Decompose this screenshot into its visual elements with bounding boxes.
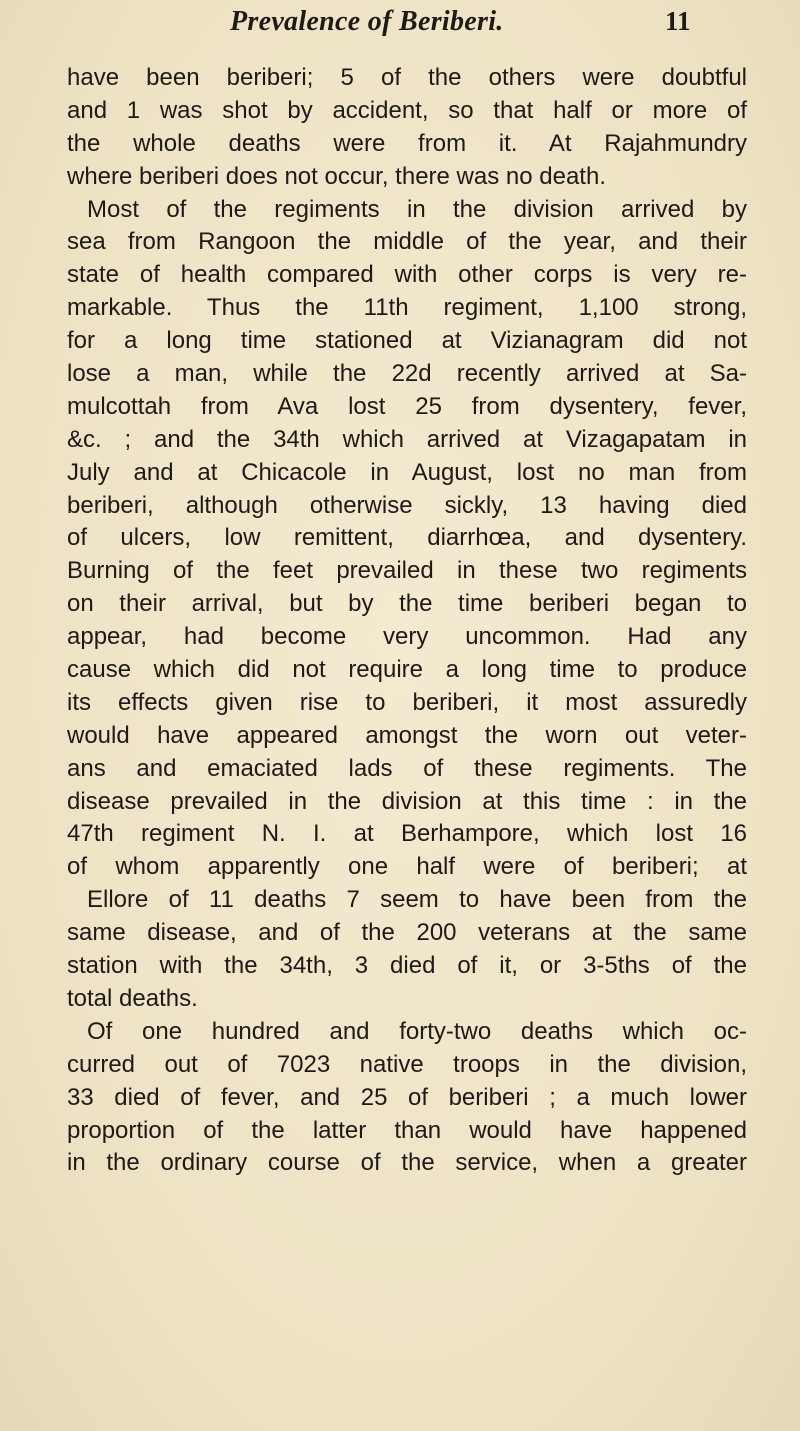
body-text bbox=[67, 62, 747, 1180]
text-line: have been beriberi; 5 of the others were doubtful bbox=[67, 64, 747, 91]
text-line: same disease, and of the 200 veterans at the same bbox=[67, 919, 747, 947]
text-line: mulcottah from Ava lost 25 from dysentery, fever, bbox=[67, 392, 747, 420]
text-line: in the ordinary course of the service, when a greater bbox=[67, 1149, 747, 1177]
text-line: 33 died of fever, and 25 of beriberi ; a much lower bbox=[67, 1083, 747, 1111]
text-line: disease prevailed in the division at this time : in the bbox=[67, 787, 747, 815]
text-line: sea from Rangoon the middle of the year, and their bbox=[67, 228, 747, 256]
text-line: beriberi, although otherwise sickly, 13 having died bbox=[67, 491, 747, 519]
text-line: curred out of 7023 native troops in the division, bbox=[67, 1050, 747, 1078]
text-line: ans and emaciated lads of these regiments. The bbox=[67, 754, 747, 782]
text-line: markable. Thus the 11th regiment, 1,100 strong, bbox=[67, 294, 747, 322]
text-line: 47th regiment N. I. at Berhampore, which lost 16 bbox=[67, 820, 747, 848]
text-line: and 1 was shot by accident, so that half or more of bbox=[67, 96, 747, 124]
running-head bbox=[0, 6, 800, 46]
text-line: lose a man, while the 22d recently arrived at Sa- bbox=[67, 360, 747, 388]
text-line: &c. ; and the 34th which arrived at Vizagapatam in bbox=[67, 425, 747, 453]
text-line: where beriberi does not occur, there was no death. bbox=[67, 162, 606, 190]
text-line: total deaths. bbox=[67, 984, 198, 1012]
text-line: station with the 34th, 3 died of it, or 3-5ths of the bbox=[67, 952, 747, 980]
text-line: on their arrival, but by the time beriberi began to bbox=[67, 590, 747, 618]
text-line: the whole deaths were from it. At Rajahmundry bbox=[67, 129, 747, 157]
text-line: proportion of the latter than would have happened bbox=[67, 1116, 747, 1144]
text-line: Most of the regiments in the division arrived by bbox=[87, 195, 747, 223]
text-line: Ellore of 11 deaths 7 seem to have been from the bbox=[87, 886, 747, 914]
text-line: state of health compared with other corps is very re- bbox=[67, 261, 747, 289]
text-line: of ulcers, low remittent, diarrhœa, and dysentery. bbox=[67, 524, 747, 552]
text-line: its effects given rise to beriberi, it most assuredly bbox=[67, 688, 747, 716]
text-line: Burning of the feet prevailed in these two regiments bbox=[67, 557, 747, 585]
text-line: of whom apparently one half were of beriberi; at bbox=[67, 853, 747, 881]
text-line: would have appeared amongst the worn out veter- bbox=[67, 721, 747, 749]
running-head-title: Prevalence of Beriberi. bbox=[230, 6, 504, 37]
page-number: 11 bbox=[665, 6, 691, 36]
text-line: Of one hundred and forty-two deaths which oc- bbox=[87, 1017, 747, 1045]
text-line: appear, had become very uncommon. Had any bbox=[67, 623, 747, 651]
text-line: July and at Chicacole in August, lost no man from bbox=[67, 458, 747, 486]
text-line: for a long time stationed at Vizianagram did not bbox=[67, 327, 747, 355]
text-line: cause which did not require a long time to produce bbox=[67, 656, 747, 684]
